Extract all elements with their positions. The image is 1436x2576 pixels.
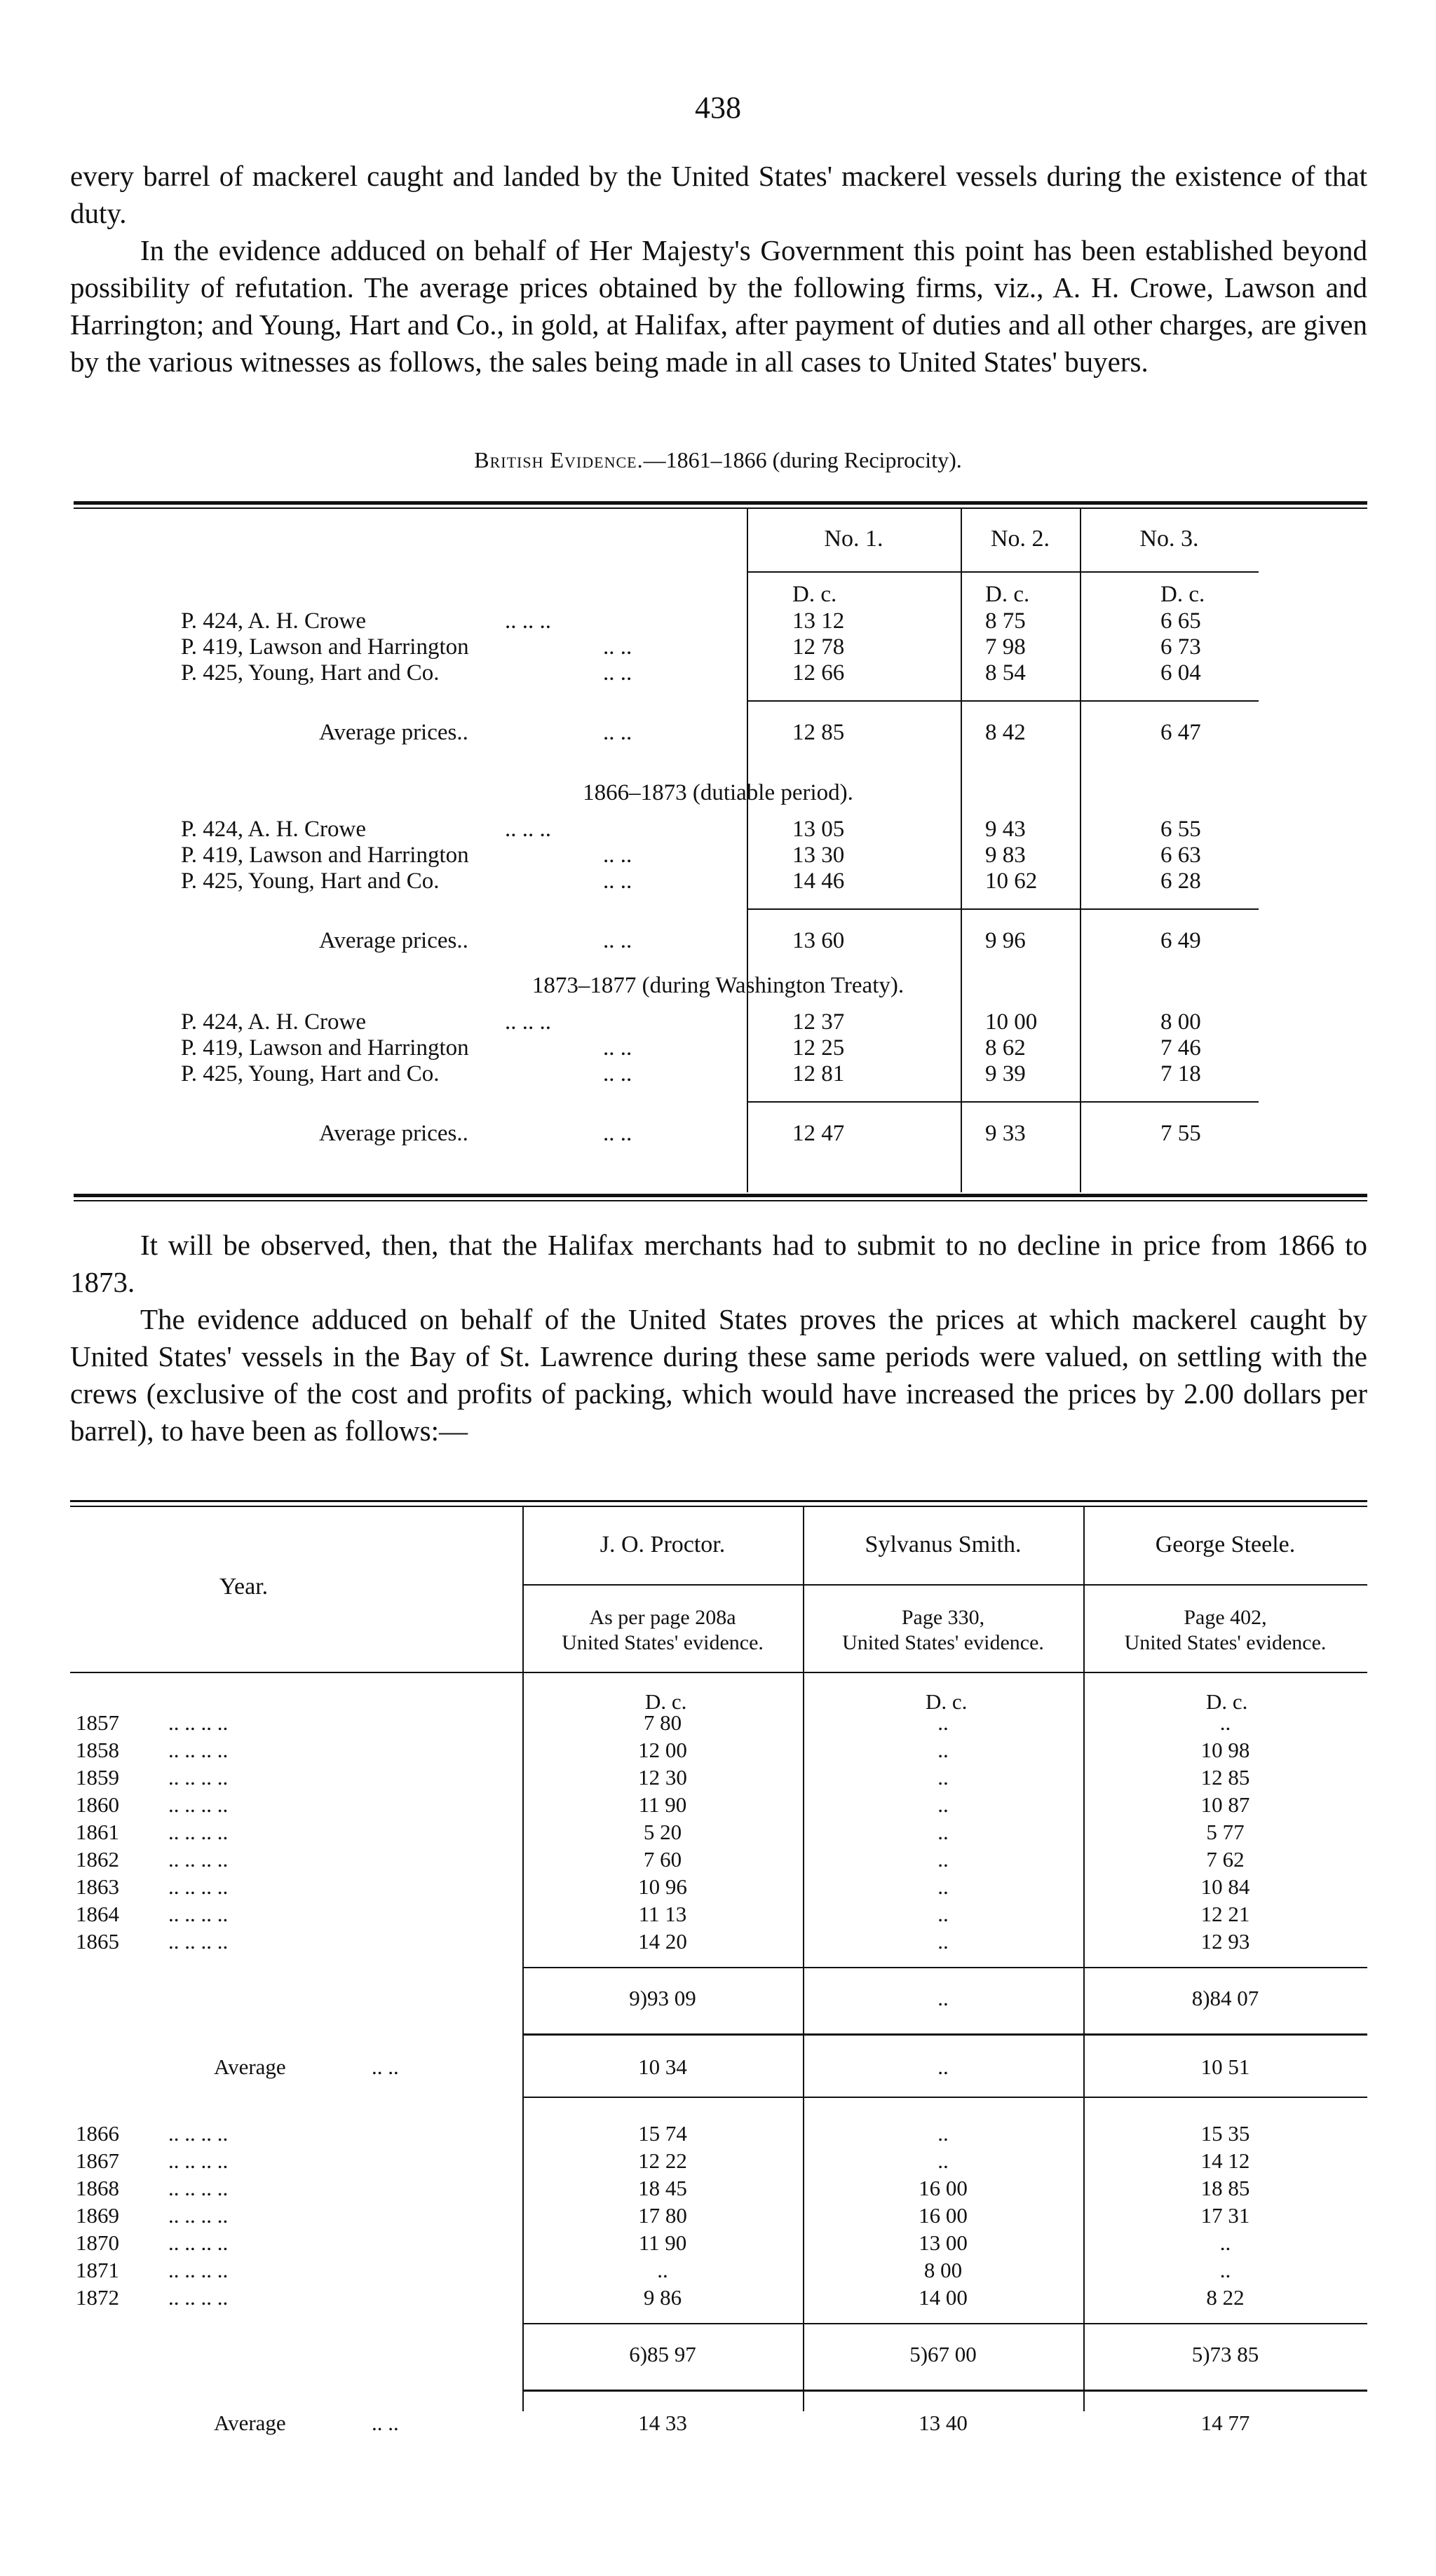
table1-row-label: P. 424, A. H. Crowe <box>181 817 367 842</box>
table2-cell: .. <box>937 1847 949 1872</box>
table2-year: 1868 <box>76 2176 119 2200</box>
table2-cell: 16 00 <box>919 2203 968 2228</box>
table2-col-sub2: United States' evidence. <box>842 1631 1044 1654</box>
table2-col-sub2: United States' evidence. <box>562 1631 764 1654</box>
table1-cell: 12 81 <box>792 1061 845 1086</box>
table2-row-dots: .. .. .. .. <box>168 1710 229 1735</box>
table2-cell: 12 85 <box>1200 1765 1250 1790</box>
table2-year: 1858 <box>76 1738 119 1762</box>
table2-cell: 18 85 <box>1200 2176 1250 2200</box>
table1-cell: 9 39 <box>985 1061 1026 1086</box>
table2-year: 1869 <box>76 2203 119 2228</box>
table2-col-sub1: Page 330, <box>901 1606 985 1629</box>
table1-avg-cell: 8 42 <box>985 720 1026 745</box>
intro-paragraph-2: In the evidence adduced on behalf of Her Majesty's Government this point has been established beyond possibility of refutation. The average prices obtained by the following firms, viz., A. H. Crowe, Lawson and Harrington; and Young, Hart and Co., in gold, at Halifax, after payment of duties and all other charges, are given by the various witnesses as follows, the sales being made in all cases to United States' buyers. <box>70 234 1367 378</box>
table1-row-label: P. 424, A. H. Crowe <box>181 1009 367 1035</box>
table2-cell: 18 45 <box>638 2176 687 2200</box>
table1-cell: 8 00 <box>1160 1009 1201 1035</box>
table2-cell: 15 74 <box>638 2121 687 2146</box>
table2-col-sub1: Page 402, <box>1184 1606 1267 1629</box>
table1-avg-dots: .. .. <box>603 1121 632 1146</box>
table2-avg-label: Average <box>214 2411 286 2435</box>
table2-cell: 13 00 <box>919 2230 968 2255</box>
table2-cell: 14 20 <box>638 1929 687 1954</box>
table2-avg-cell: 13 40 <box>919 2411 968 2435</box>
table2-row-dots: .. .. .. .. <box>168 1902 229 1926</box>
table2-cell: 10 87 <box>1200 1792 1250 1817</box>
table1-row-label: P. 424, A. H. Crowe <box>181 608 367 634</box>
table1-cell: 10 00 <box>985 1009 1038 1035</box>
table1-row-dots: .. .. <box>603 868 632 894</box>
table2-top-rule-thin <box>70 1506 1367 1507</box>
table1-cell: 8 62 <box>985 1035 1026 1061</box>
table1-cell: 8 75 <box>985 608 1026 634</box>
table2-unit: D. c. <box>1206 1689 1248 1714</box>
intro-paragraph-1: every barrel of mackerel caught and landed by the United States' mackerel vessels during the existence of that duty. <box>70 160 1367 229</box>
table2-total-cell: 6)85 97 <box>629 2342 696 2366</box>
table2-total-cell: 9)93 09 <box>629 1986 696 2010</box>
table2-cell: 12 22 <box>638 2148 687 2173</box>
table1-avg-label: Average prices.. <box>319 720 468 745</box>
table2-sum-rule <box>522 2323 1367 2324</box>
table2-year: 1863 <box>76 1874 119 1899</box>
table2-row-dots: .. .. .. .. <box>168 2121 229 2146</box>
table1-cell: 12 25 <box>792 1035 845 1061</box>
table1-cell: 6 73 <box>1160 634 1201 660</box>
table2-avg-label: Average <box>214 2054 286 2079</box>
table2-cell: .. <box>937 1820 949 1844</box>
table2-header-rule <box>522 1584 1367 1586</box>
table1-avg-cell: 7 55 <box>1160 1121 1201 1146</box>
table2-cell: 12 93 <box>1200 1929 1250 1954</box>
table1-row-dots: .. .. .. <box>505 817 551 842</box>
table1-cell: 7 46 <box>1160 1035 1201 1061</box>
table1-cell: 13 05 <box>792 817 845 842</box>
table2-cell: 12 30 <box>638 1765 687 1790</box>
table2-cell: .. <box>937 1738 949 1762</box>
table1-cell: 12 37 <box>792 1009 845 1035</box>
table1-avg-cell: 9 33 <box>985 1121 1026 1146</box>
table2-cell: .. <box>937 1929 949 1954</box>
table2-year: 1857 <box>76 1710 119 1735</box>
table2-cell: 10 84 <box>1200 1874 1250 1899</box>
table2-cell: 11 90 <box>638 1792 687 1817</box>
table2-year: 1861 <box>76 1820 119 1844</box>
table2-avg-rule-below <box>522 2097 1367 2098</box>
table1-cell: 6 04 <box>1160 660 1201 686</box>
table2-cell: 8 00 <box>923 2258 963 2282</box>
table2-cell: .. <box>937 1710 949 1735</box>
table2-cell: .. <box>937 1874 949 1899</box>
table1-row-dots: .. .. <box>603 843 632 868</box>
table2-total-cell: .. <box>937 1986 949 2010</box>
table2-cell: 14 12 <box>1200 2148 1250 2173</box>
table1-caption-prefix: British Evidence. <box>474 447 644 472</box>
middle-paragraph-2: The evidence adduced on behalf of the United States proves the prices at which mackerel caught by United States' vessels in the Bay of St. Lawrence during these same periods were valued, on settling with the crews (exclusive of the cost and profits of packing, which would have increased the prices by 2.00 dollars per barrel), to have been as follows:— <box>70 1303 1367 1447</box>
table1-avg-label: Average prices.. <box>319 928 468 953</box>
table1-avg-label: Average prices.. <box>319 1121 468 1146</box>
table2-avg-dots: .. .. <box>372 2411 399 2435</box>
table2-cell: 12 21 <box>1200 1902 1250 1926</box>
table2-cell: 5 20 <box>643 1820 682 1844</box>
table1-cell: 6 55 <box>1160 817 1201 842</box>
table2-cell: .. <box>937 1902 949 1926</box>
table2-unit: D. c. <box>645 1689 687 1714</box>
table1-unit: D. c. <box>985 582 1030 607</box>
table2-year: 1867 <box>76 2148 119 2173</box>
table2-row-dots: .. .. .. .. <box>168 1820 229 1844</box>
table1-row-dots: .. .. .. <box>505 608 551 634</box>
table2-year: 1870 <box>76 2230 119 2255</box>
table1-row-label: P. 419, Lawson and Harrington <box>181 1035 469 1061</box>
table2-row-dots: .. .. .. .. <box>168 1792 229 1817</box>
table1-avg-cell: 6 47 <box>1160 720 1201 745</box>
table2-year: 1859 <box>76 1765 119 1790</box>
table2-cell: 7 80 <box>643 1710 682 1735</box>
table2-col-name: Sylvanus Smith. <box>865 1532 1022 1558</box>
table1-row-dots: .. .. <box>603 1061 632 1086</box>
table1-row-dots: .. .. <box>603 1035 632 1061</box>
table2-row-dots: .. .. .. .. <box>168 2230 229 2255</box>
table1-row-label: P. 419, Lawson and Harrington <box>181 634 469 660</box>
table2-cell: 14 00 <box>919 2285 968 2310</box>
table2-avg-rule <box>522 2390 1367 2392</box>
table2-avg-cell: 10 51 <box>1200 2054 1250 2079</box>
table2-total-cell: 8)84 07 <box>1191 1986 1259 2010</box>
table1-unit: D. c. <box>792 582 837 607</box>
table1-cell: 6 65 <box>1160 608 1201 634</box>
table2-top-rule <box>70 1500 1367 1502</box>
table2-col-sub2: United States' evidence. <box>1124 1631 1327 1654</box>
table2-cell: 11 13 <box>638 1902 687 1926</box>
table2-cell: .. <box>937 1792 949 1817</box>
table2-row-dots: .. .. .. .. <box>168 1874 229 1899</box>
table2-cell: .. <box>937 1765 949 1790</box>
table1-cell: 9 43 <box>985 817 1026 842</box>
table2-header-rule-2 <box>70 1672 1367 1673</box>
table1-row-dots: .. .. .. <box>505 1009 551 1035</box>
table2-cell: 12 00 <box>638 1738 687 1762</box>
table1-cell: 7 98 <box>985 634 1026 660</box>
table2-avg-cell: 14 77 <box>1200 2411 1250 2435</box>
table1-row-label: P. 425, Young, Hart and Co. <box>181 660 440 686</box>
table2-row-dots: .. .. .. .. <box>168 2258 229 2282</box>
table2-total-cell: 5)67 00 <box>909 2342 977 2366</box>
table2-cell: 11 90 <box>638 2230 687 2255</box>
table2-cell: 10 96 <box>638 1874 687 1899</box>
table2-year: 1862 <box>76 1847 119 1872</box>
table2-year: 1872 <box>76 2285 119 2310</box>
table2-avg-cell: .. <box>937 2054 949 2079</box>
table2-cell: 9 86 <box>643 2285 682 2310</box>
table1-cell: 10 62 <box>985 868 1038 894</box>
table2-cell: 7 60 <box>643 1847 682 1872</box>
table2-row-dots: .. .. .. .. <box>168 2148 229 2173</box>
table1-row-label: P. 425, Young, Hart and Co. <box>181 868 440 894</box>
table1-avg-dots: .. .. <box>603 720 632 745</box>
table1-cell: 12 66 <box>792 660 845 686</box>
table1-row-dots: .. .. <box>603 634 632 660</box>
table1-cell: 8 54 <box>985 660 1026 686</box>
table2-cell: 17 31 <box>1200 2203 1250 2228</box>
table2-col-name: J. O. Proctor. <box>600 1532 726 1558</box>
table2-cell: 5 77 <box>1206 1820 1245 1844</box>
table2-cell: 16 00 <box>919 2176 968 2200</box>
table2-cell: 10 98 <box>1200 1738 1250 1762</box>
table1-col-header: No. 3. <box>1139 526 1199 552</box>
table1-cell: 6 63 <box>1160 843 1201 868</box>
table2-cell: .. <box>937 2148 949 2173</box>
table2-row-dots: .. .. .. .. <box>168 1847 229 1872</box>
table2-col-sub1: As per page 208a <box>589 1606 736 1629</box>
table2-year: 1871 <box>76 2258 119 2282</box>
table2-cell: 17 80 <box>638 2203 687 2228</box>
table1-unit: D. c. <box>1160 582 1205 607</box>
table1-col-header: No. 1. <box>824 526 883 552</box>
page-number: 438 <box>695 90 741 125</box>
table2-year: 1860 <box>76 1792 119 1817</box>
table2-cell: 15 35 <box>1200 2121 1250 2146</box>
table2-cell: .. <box>1219 2258 1231 2282</box>
table2-cell: 8 22 <box>1206 2285 1245 2310</box>
table1-section-title: 1873–1877 (during Washington Treaty). <box>531 973 905 998</box>
table2-year-header: Year. <box>219 1574 269 1600</box>
table1-cell: 6 28 <box>1160 868 1201 894</box>
table2-cell: 7 62 <box>1206 1847 1245 1872</box>
table2-cell: .. <box>1219 1710 1231 1735</box>
table2-cell: .. <box>1219 2230 1231 2255</box>
table2-total-cell: 5)73 85 <box>1191 2342 1259 2366</box>
table2-row-dots: .. .. .. .. <box>168 1765 229 1790</box>
table1-avg-cell: 13 60 <box>792 928 845 953</box>
table2-row-dots: .. .. .. .. <box>168 2285 229 2310</box>
table1-col-header: No. 2. <box>990 526 1050 552</box>
table1-section-title: 1866–1873 (dutiable period). <box>583 780 853 805</box>
table1-cell: 7 18 <box>1160 1061 1201 1086</box>
table1-avg-cell: 9 96 <box>985 928 1026 953</box>
table2-col-source <box>522 1605 803 1656</box>
table1-row-label: P. 425, Young, Hart and Co. <box>181 1061 440 1086</box>
table2-row-dots: .. .. .. .. <box>168 1738 229 1762</box>
table2-avg-dots: .. .. <box>372 2054 399 2079</box>
table1-cell: 13 12 <box>792 608 845 634</box>
table1-cell: 12 78 <box>792 634 845 660</box>
table2-row-dots: .. .. .. .. <box>168 1929 229 1954</box>
table1-cell: 9 83 <box>985 843 1026 868</box>
middle-paragraph-1: It will be observed, then, that the Halifax merchants had to submit to no decline in price from 1866 to 1873. <box>70 1229 1367 1298</box>
table1-avg-dots: .. .. <box>603 928 632 953</box>
table1-avg-cell: 12 47 <box>792 1121 845 1146</box>
table2-avg-cell: 10 34 <box>638 2054 687 2079</box>
table2-avg-cell: 14 33 <box>638 2411 687 2435</box>
table1-avg-cell: 6 49 <box>1160 928 1201 953</box>
table1-cell: 13 30 <box>792 843 845 868</box>
table2-avg-rule <box>522 2033 1367 2036</box>
table2-col-source <box>1083 1605 1367 1656</box>
table2-sum-rule <box>522 1967 1367 1968</box>
table2-year: 1866 <box>76 2121 119 2146</box>
table2-row-dots: .. .. .. .. <box>168 2176 229 2200</box>
table1-cell: 14 46 <box>792 868 845 894</box>
table1-row-label: P. 419, Lawson and Harrington <box>181 843 469 868</box>
table2-row-dots: .. .. .. .. <box>168 2203 229 2228</box>
table2-col-source <box>803 1605 1083 1656</box>
table2-year: 1864 <box>76 1902 119 1926</box>
table1-row-dots: .. .. <box>603 660 632 686</box>
table2-year: 1865 <box>76 1929 119 1954</box>
table2-cell: .. <box>657 2258 668 2282</box>
table1-caption-rest: —1861–1866 (during Reciprocity). <box>643 447 962 472</box>
table1-avg-cell: 12 85 <box>792 720 845 745</box>
table2-unit: D. c. <box>926 1689 968 1714</box>
table2-col-name: George Steele. <box>1155 1532 1296 1558</box>
table2-cell: .. <box>937 2121 949 2146</box>
